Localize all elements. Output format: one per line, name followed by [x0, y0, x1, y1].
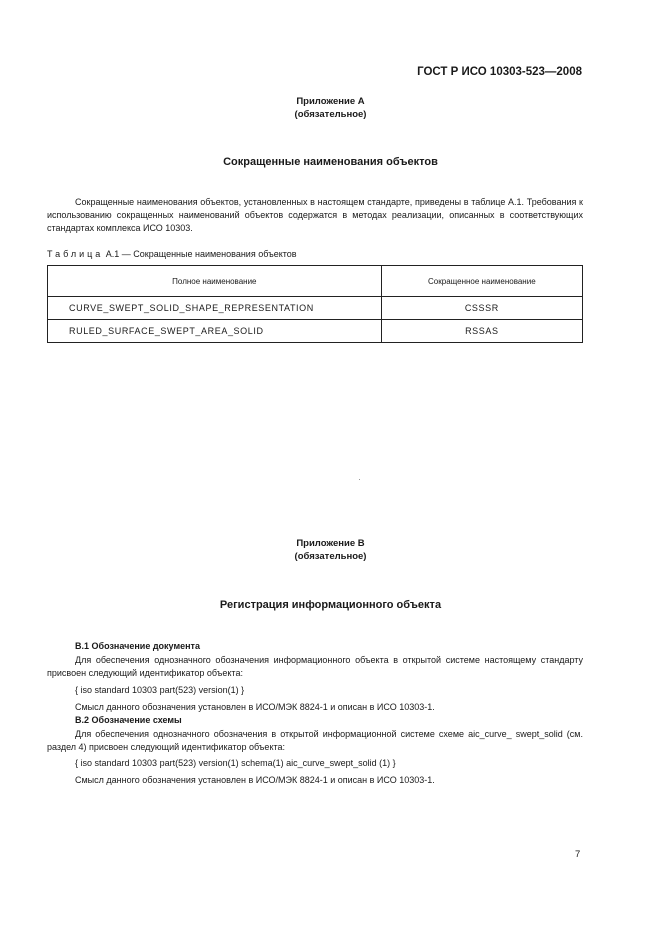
section-b1-paragraph: Для обеспечения однозначного обозначения информационного объекта в открытой системе настоящему стандарту присвоен следующий идентификатор объекта:: [47, 655, 583, 678]
table-caption: [47, 249, 297, 259]
document-standard-id: ГОСТ Р ИСО 10303-523—2008: [417, 66, 582, 78]
table-cell-full-name: CURVE_SWEPT_SOLID_SHAPE_REPRESENTATION: [48, 297, 382, 320]
appendix-a-paragraph: Сокращенные наименования объектов, установленных в настоящем стандарте, приведены в таблице А.1. Требования к использованию сокращенных наименований объектов содержатся в методах реализации, описанных в соответствующих стандартах комплекса ИСО 10303.: [47, 197, 583, 233]
table-cell-short-name: CSSSR: [381, 297, 582, 320]
table-header-row: [48, 266, 583, 297]
appendix-a-title: Сокращенные наименования объектов: [223, 156, 438, 168]
table-cell-short-name: RSSAS: [381, 320, 582, 343]
table-row: [48, 297, 583, 320]
page-number: 7: [575, 849, 581, 860]
scan-speck: [359, 479, 360, 480]
table-caption-text: А.1 — Сокращенные наименования объектов: [103, 249, 297, 259]
section-b2-meaning: Смысл данного обозначения установлен в ИСО/МЭК 8824-1 и описан в ИСО 10303-1.: [75, 775, 435, 785]
appendix-a-status: (обязательное): [294, 109, 367, 120]
column-header-short-name: Сокращенное наименование: [381, 266, 582, 297]
appendix-a-label: Приложение А: [296, 96, 365, 107]
table-caption-prefix: Таблица: [47, 249, 104, 259]
section-b1-meaning: Смысл данного обозначения установлен в ИСО/МЭК 8824-1 и описан в ИСО 10303-1.: [75, 702, 435, 712]
section-b1-identifier: { iso standard 10303 part(523) version(1) }: [75, 685, 245, 695]
appendix-b-title: Регистрация информационного объекта: [219, 599, 442, 611]
appendix-b-label: Приложение В: [296, 538, 365, 549]
section-b2-heading: В.2 Обозначение схемы: [75, 715, 182, 725]
section-b2-identifier: { iso standard 10303 part(523) version(1) schema(1) aic_curve_swept_solid (1) }: [75, 758, 396, 768]
section-b2-paragraph: Для обеспечения однозначного обозначения в открытой информационной системе схеме aic_curve_ swept_solid (см. раздел 4) присвоен следующий идентификатор объекта:: [47, 729, 583, 752]
table-cell-full-name: RULED_SURFACE_SWEPT_AREA_SOLID: [48, 320, 382, 343]
section-b1-heading: В.1 Обозначение документа: [75, 641, 200, 651]
appendix-b-status: (обязательное): [294, 551, 367, 562]
abbreviations-table: [47, 265, 583, 343]
table-row: [48, 320, 583, 343]
column-header-full-name: Полное наименование: [48, 266, 382, 297]
